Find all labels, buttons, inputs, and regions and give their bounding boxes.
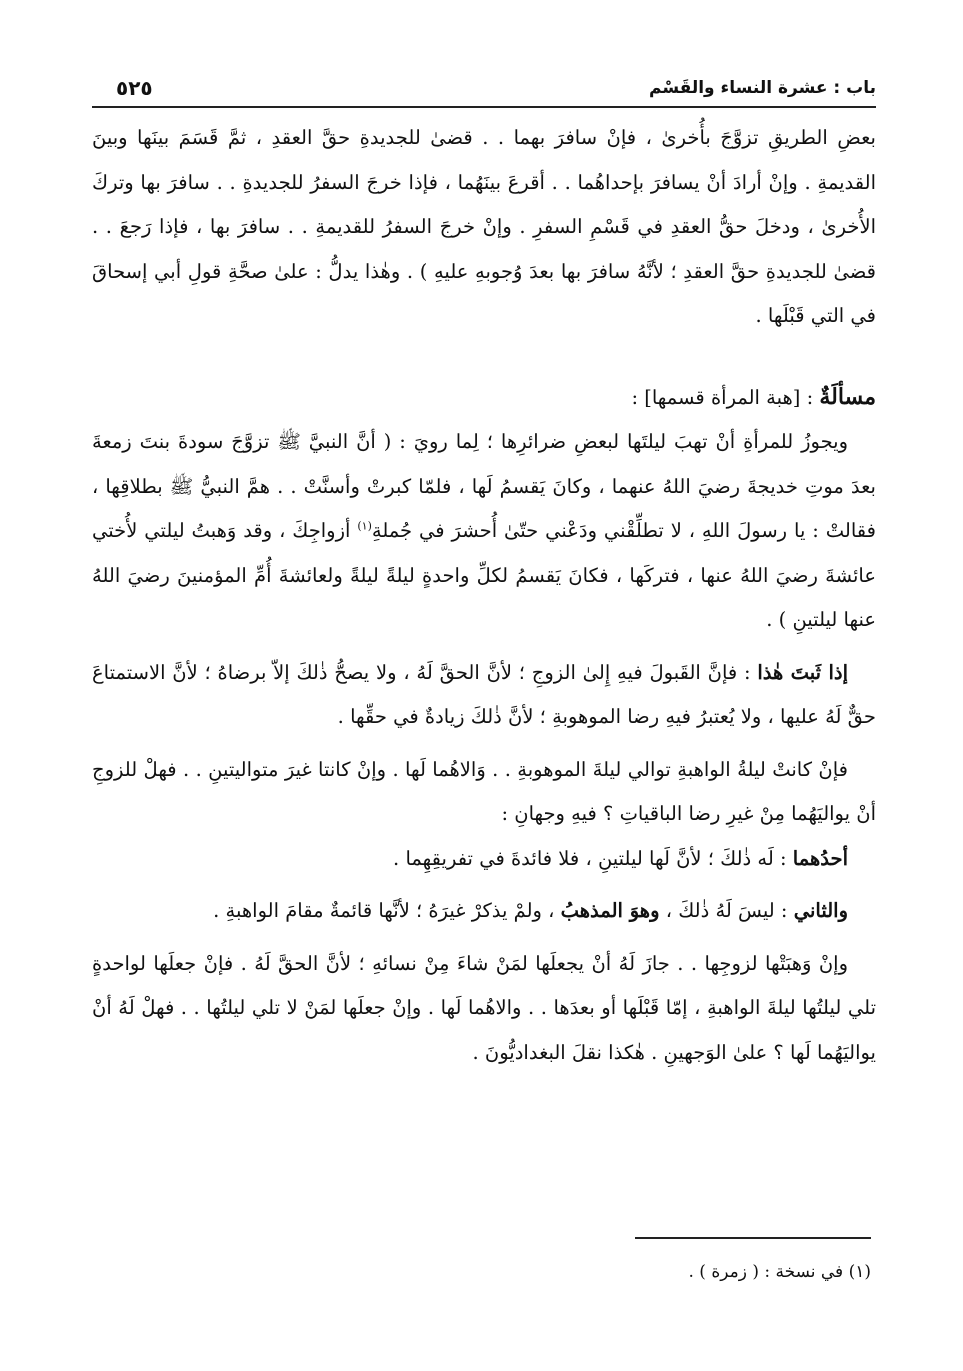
paragraph-4: فإنْ كانتْ ليلةُ الواهبةِ توالي ليلةَ الموهوبةِ . . وَالاهُما لَها . وإنْ كانتا غيرَ متواليتينِ . . فهلْ للزوجِ أنْ يواليَهُما مِنْ غيرِ رضا الباقياتِ ؟ فيهِ وجهانِ : bbox=[92, 757, 876, 825]
book-page bbox=[92, 62, 876, 1075]
page-number: ٥٢٥ bbox=[116, 76, 153, 100]
paragraph-1: بعضِ الطريقِ تزوَّجَ بأُخرىٰ ، فإنْ سافرَ بهما . . قضىٰ للجديدةِ حقَّ العقدِ ، ثمَّ قَسَمَ بينَها وبينَ القديمةِ . وإنْ أرادَ أنْ يسافرَ بإحداهُما . . أقرعَ بينَهُما ، فإذا خرجَ السفرُ للجديدةِ . . سافرَ بها وتركَ الأُخرىٰ ، ودخلَ حقُّ العقدِ في قَسْمِ السفرِ . وإنْ خرجَ السفرُ للقديمةِ . . سافرَ بها ، فإذا رَجعَ . . قضىٰ للجديدةِ حقَّ العقدِ ؛ لأنَّهُ سافرَ بها بعدَ وُجوبهِ عليهِ ) . وهٰذا يدلُّ : علىٰ صحَّةِ قولِ أبي إسحاقَ في التي قَبْلَها . bbox=[92, 126, 876, 327]
paragraph-6-text: ، ولمْ يذكرْ غيرَهُ ؛ لأنَّها قائمةٌ مقامَ الواهبةِ . bbox=[213, 899, 561, 922]
paragraph-2 bbox=[92, 420, 876, 643]
footnote-text: في نسخة : ( زمرة ) . bbox=[688, 1262, 844, 1282]
footnote bbox=[688, 1262, 871, 1282]
masala-heading bbox=[92, 375, 876, 421]
footnote-marker: (١) bbox=[357, 519, 372, 533]
paragraph-5 bbox=[92, 837, 876, 882]
paragraph-5-lead: أحدُهما bbox=[792, 846, 848, 870]
paragraph-3 bbox=[92, 651, 876, 740]
chapter-title: باب : عشرة النساء والقَسْم bbox=[648, 78, 876, 98]
masala-word: مسألَةٌ bbox=[819, 383, 876, 410]
paragraph-3-text: : فإنَّ القَبولَ فيهِ إِلىٰ الزوجِ ؛ لأنَّ الحقَّ لَهُ ، ولا يصحُّ ذٰلكَ إلاّ برضاهُ ؛ لأنَّ الاستمتاعَ حقٌّ لَهُ عليها ، ولا يُعتبرُ فيهِ رضا الموهوبةِ ؛ لأنَّ ذٰلكَ زيادةٌ في حقِّها . bbox=[92, 660, 876, 728]
footnote-number: (١) bbox=[848, 1262, 871, 1282]
paragraph-3-lead: إذا ثَبتَ هٰذا bbox=[757, 660, 848, 684]
running-header bbox=[92, 62, 876, 108]
paragraph-6-madhhab: وهوَ المذهبُ bbox=[560, 899, 660, 922]
main-text bbox=[92, 116, 876, 1075]
paragraph-2-text: ويجوزُ للمرأةِ أنْ تهبَ ليلتَها لبعضِ ضرائرِها ؛ لِما رويَ : ( أنَّ النبيَّ ﷺ تزوَّجَ سودةَ بنتَ زمعةَ بعدَ موتِ خديجةَ رضيَ اللهُ عنهما ، وكانَ يَقسمُ لَها ، فلمّا كبرتْ وأسنَّتْ . . همَّ النبيُّ ﷺ بطلاقِها ، فقالتْ : يا رسولَ اللهِ ، لا تطلِّقْني ودَعْني حتّىٰ أُحشرَ في جُملةِ bbox=[92, 430, 876, 542]
masala-subtitle: : [هبة المرأة قسمها] : bbox=[631, 385, 820, 409]
paragraph-6-lead: والثاني bbox=[793, 899, 848, 922]
paragraph-2-end: أزواجِكَ ، وقد وَهبتُ ليلتي لأُختي عائشةَ رضيَ اللهُ عنها ، فتركَها ، فكانَ يَقسمُ لكلِّ واحدةٍ ليلةً ليلةً ولعائشةَ أُمِّ المؤمنينَ رضيَ اللهُ عنها ليلتينِ ) . bbox=[92, 519, 877, 631]
paragraph-5-text: : لَه ذٰلكَ ؛ لأنَّ لَها ليلتينِ ، فلا فائدةَ في تفريقِهِما . bbox=[393, 846, 793, 870]
paragraph-6-mid: : ليسَ لَهُ ذٰلكَ ، bbox=[659, 899, 794, 922]
footnote-divider bbox=[635, 1237, 871, 1239]
paragraph-6 bbox=[92, 889, 876, 934]
paragraph-7: وإنْ وَهبَتْها لزوجِها . . جازَ لَهُ أنْ يجعلَها لمَنْ شاءَ مِنْ نسائهِ ؛ لأنَّ الحقَّ لَهُ . فإنْ جعلَها لواحدةٍ تلي ليلتُها ليلةَ الواهبةِ ، إمّا قَبْلَها أو بعدَها . . والاهُما لَها . وإنْ جعلَها لمَنْ لا تلي ليلتُها . . فهلْ لَهُ أنْ يواليَهُما لَها ؟ علىٰ الوَجهينِ . هٰكذا نقلَ البغداديُّونَ . bbox=[92, 951, 876, 1064]
